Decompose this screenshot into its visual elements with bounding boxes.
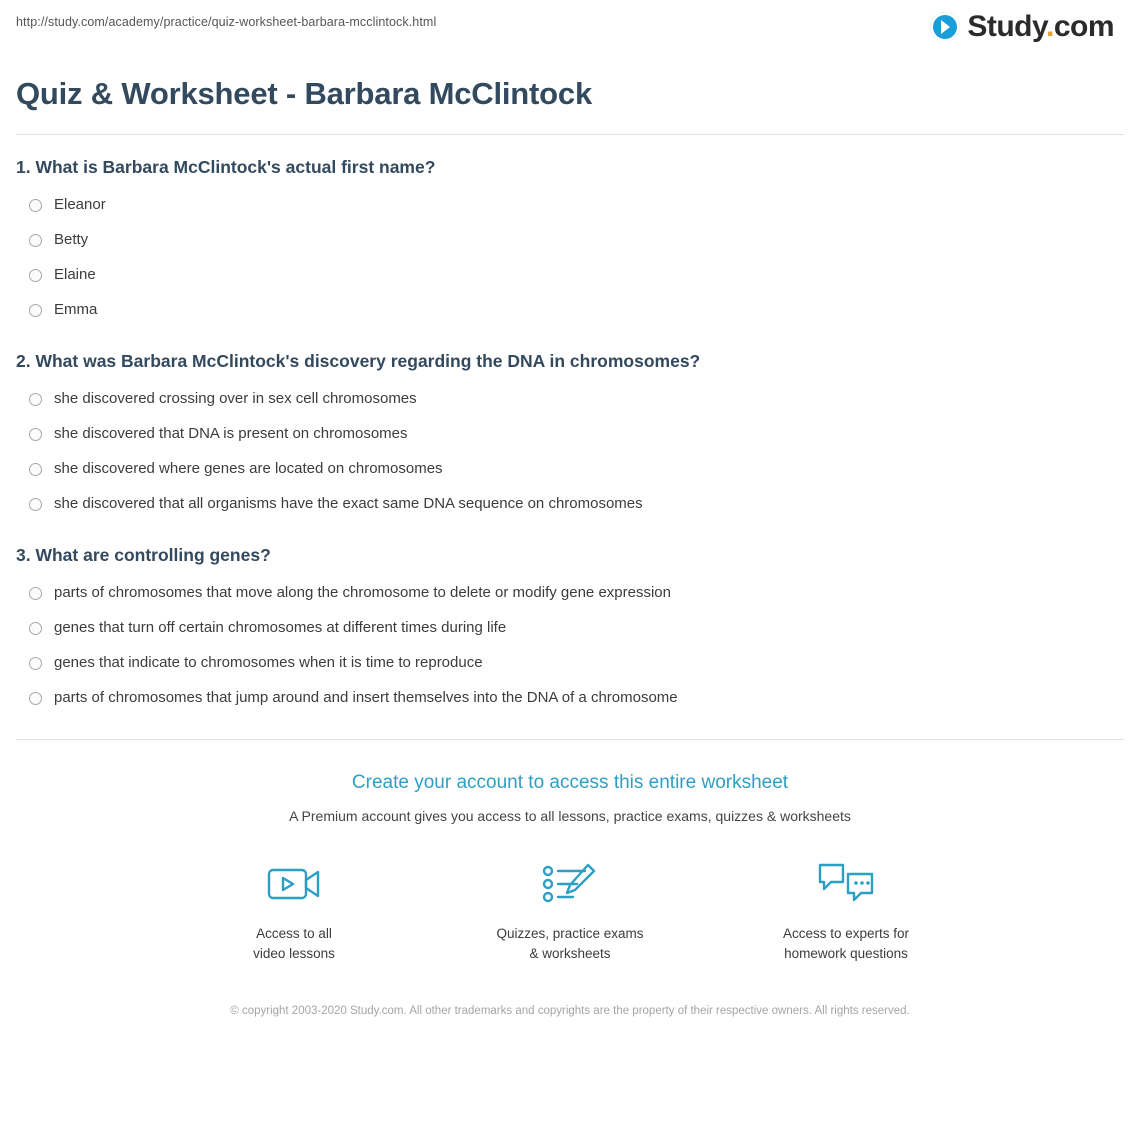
feature-item (480, 856, 660, 965)
option-label: parts of chromosomes that move along the chromosome to delete or modify gene expression (54, 584, 671, 601)
feature-label (756, 924, 936, 965)
option-row[interactable] (16, 301, 1124, 319)
radio-icon[interactable] (29, 657, 42, 670)
option-label: she discovered that all organisms have the exact same DNA sequence on chromosomes (54, 495, 643, 512)
option-row[interactable] (16, 266, 1124, 284)
question-text: 3. What are controlling genes? (16, 545, 271, 565)
feature-label (204, 924, 384, 965)
questions-list (16, 135, 1124, 707)
feature-item (204, 856, 384, 965)
option-row[interactable] (16, 689, 1124, 707)
radio-icon[interactable] (29, 692, 42, 705)
premium-promo (16, 739, 1124, 1020)
feature-label-line2: homework questions (784, 946, 908, 962)
option-label: Emma (54, 301, 98, 318)
option-row[interactable] (16, 390, 1124, 408)
feature-label-line1: Access to experts for (782, 926, 910, 941)
question-text: 1. What is Barbara McClintock's actual first name? (16, 157, 436, 177)
feature-label-line1: Access to all (256, 926, 332, 941)
logo-name: Study (967, 10, 1046, 43)
radio-icon[interactable] (29, 304, 42, 317)
question-text: 2. What was Barbara McClintock's discovery regarding the DNA in chromosomes? (16, 351, 701, 371)
option-label: Eleanor (54, 196, 106, 213)
option-row[interactable] (16, 196, 1124, 214)
video-play-icon (204, 856, 384, 912)
play-circle-icon (930, 12, 960, 42)
question-item (16, 351, 1124, 513)
options-group (16, 196, 1124, 319)
feature-label-line1: Quizzes, practice exams (496, 926, 644, 941)
option-row[interactable] (16, 425, 1124, 443)
feature-item (756, 856, 936, 965)
radio-icon[interactable] (29, 234, 42, 247)
radio-icon[interactable] (29, 622, 42, 635)
option-label: Betty (54, 231, 89, 248)
options-group (16, 584, 1124, 707)
option-label: parts of chromosomes that jump around and insert themselves into the DNA of a chromosome (54, 689, 678, 706)
option-label: she discovered where genes are located on chromosomes (54, 460, 443, 477)
options-group (16, 390, 1124, 513)
option-label: she discovered that DNA is present on chromosomes (54, 425, 408, 442)
promo-subheading: A Premium account gives you access to all lessons, practice exams, quizzes & worksheets (289, 808, 851, 824)
page-url: http://study.com/academy/practice/quiz-worksheet-barbara-mcclintock.html (16, 15, 437, 29)
radio-icon[interactable] (29, 463, 42, 476)
option-row[interactable] (16, 584, 1124, 602)
feature-label (480, 924, 660, 965)
option-label: genes that turn off certain chromosomes at different times during life (54, 619, 507, 636)
option-row[interactable] (16, 231, 1124, 249)
copyright-text: © copyright 2003-2020 Study.com. All other trademarks and copyrights are the property of their respective owners. All rights reserved. (230, 1004, 910, 1017)
option-row[interactable] (16, 460, 1124, 478)
page-title: Quiz & Worksheet - Barbara McClintock (16, 76, 1124, 135)
option-row[interactable] (16, 654, 1124, 672)
create-account-link[interactable]: Create your account to access this entire worksheet (351, 772, 789, 793)
radio-icon[interactable] (29, 587, 42, 600)
quiz-checklist-icon (480, 856, 660, 912)
logo-suffix: com (1053, 10, 1114, 43)
features-row (16, 856, 1124, 965)
question-item (16, 545, 1124, 707)
option-row[interactable] (16, 619, 1124, 637)
option-label: Elaine (54, 266, 96, 283)
radio-icon[interactable] (29, 428, 42, 441)
radio-icon[interactable] (29, 498, 42, 511)
logo-dot: . (1045, 10, 1054, 43)
feature-label-line2: & worksheets (529, 946, 611, 962)
study-com-logo[interactable] (930, 12, 1124, 42)
chat-bubbles-icon (756, 856, 936, 912)
radio-icon[interactable] (29, 269, 42, 282)
radio-icon[interactable] (29, 199, 42, 212)
feature-label-line2: video lessons (253, 946, 335, 962)
option-row[interactable] (16, 495, 1124, 513)
logo-text (967, 12, 1114, 42)
option-label: genes that indicate to chromosomes when it is time to reproduce (54, 654, 483, 671)
radio-icon[interactable] (29, 393, 42, 406)
page-header (16, 0, 1124, 60)
option-label: she discovered crossing over in sex cell chromosomes (54, 390, 417, 407)
question-item (16, 157, 1124, 319)
